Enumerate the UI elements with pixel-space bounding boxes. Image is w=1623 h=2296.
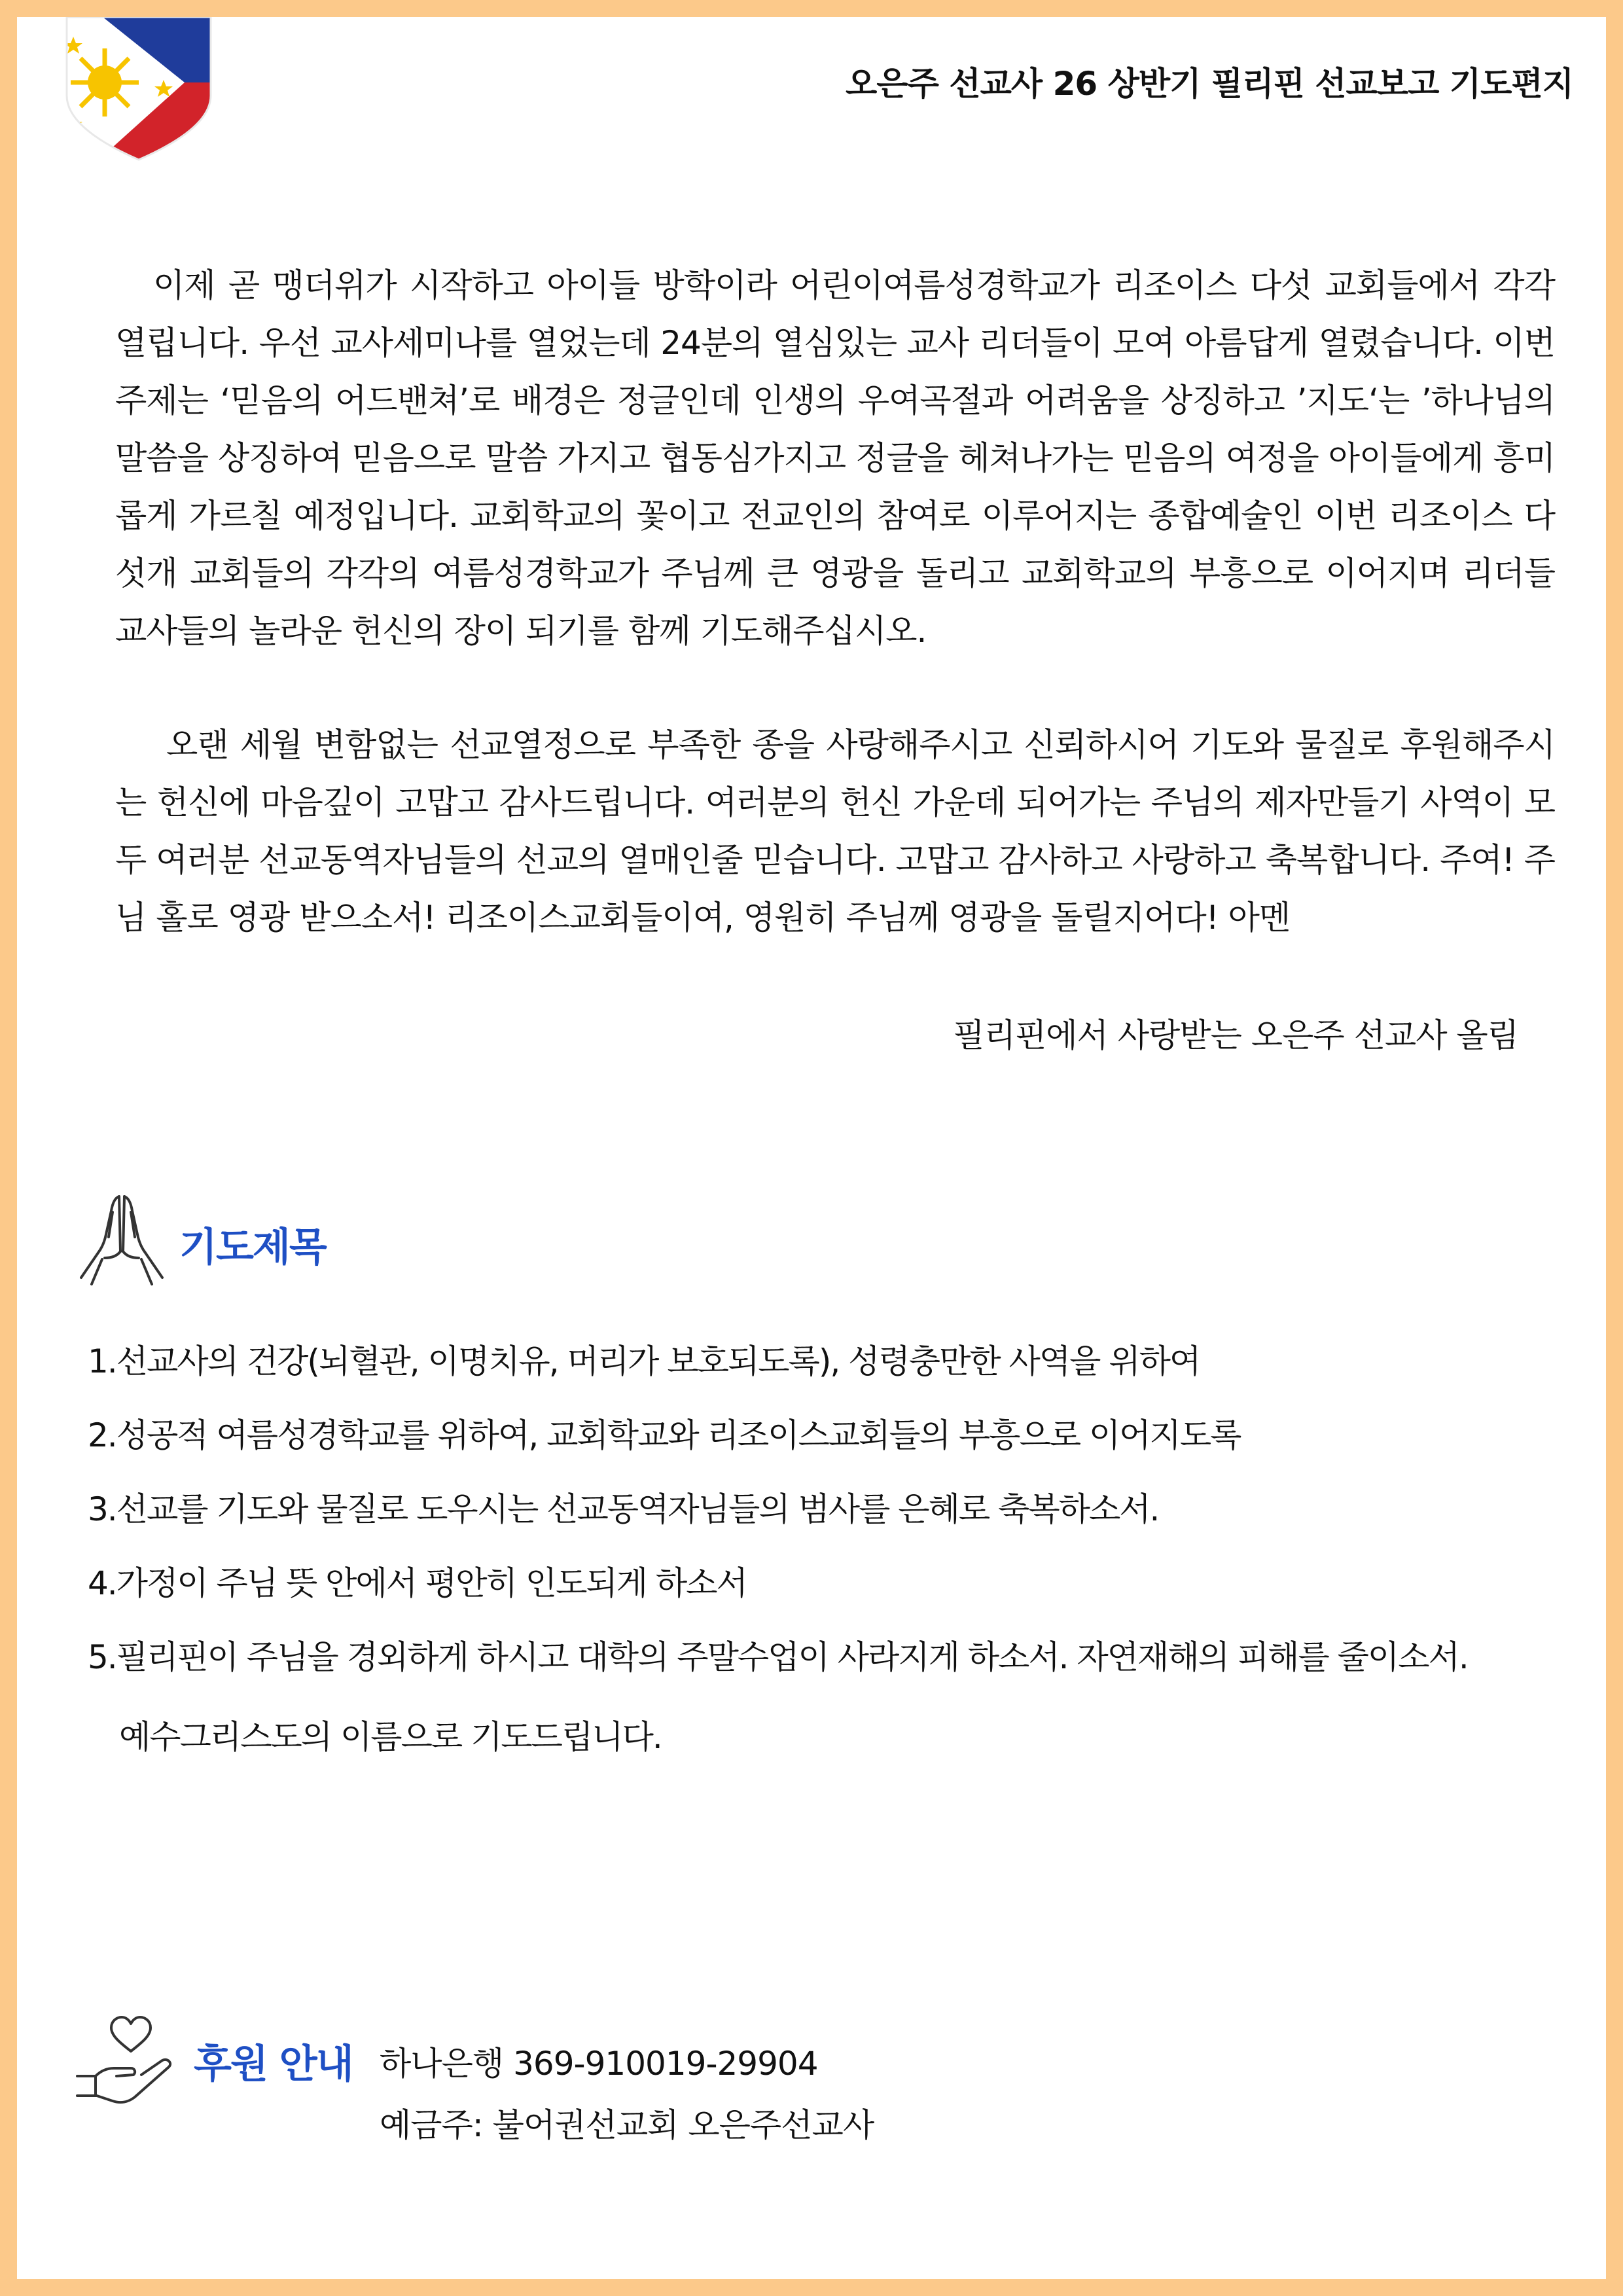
support-section bbox=[73, 2007, 990, 2144]
prayer-item: 1.선교사의 건강(뇌혈관, 이명치유, 머리가 보호되도록), 성령충만한 사역을 위하여 bbox=[88, 1342, 1200, 1380]
page-title: 오은주 선교사 26 상반기 필리핀 선교보고 기도편지 bbox=[845, 65, 1573, 103]
prayer-item: 5.필리핀이 주님을 경외하게 하시고 대학의 주말수업이 사라지게 하소서. 자연재해의 피해를 줄이소서. bbox=[88, 1638, 1468, 1676]
letter-paragraph-2: 오랜 세월 변함없는 선교열정으로 부족한 종을 사랑해주시고 신뢰하시어 기도와 물질로 후원해주시는 헌신에 마음깊이 고맙고 감사드립니다. 여러분의 헌신 가운데 되어가는 주님의 제자만들기 사역이 모두 여러분 선교동역자님들의 선교의 열매인줄 믿습니다. 고맙고 감사하고 사랑하고 축복합니다. 주여! 주님 홀로 영광 받으소서! 리조이스교회들이여, 영원히 주님께 영광을 돌릴지어다! 아멘 bbox=[115, 726, 1555, 937]
prayer-closing: 예수그리스도의 이름으로 기도드립니다. bbox=[119, 1718, 662, 1756]
praying-hands-icon bbox=[76, 1189, 168, 1293]
bank-account-line: 하나은행 369-910019-29904 bbox=[380, 2045, 818, 2083]
prayer-item: 4.가정이 주님 뜻 안에서 평안히 인도되게 하소서 bbox=[88, 1564, 747, 1602]
letter-signature: 필리핀에서 사랑받는 오은주 선교사 올림 bbox=[953, 1016, 1518, 1054]
support-info bbox=[380, 2033, 874, 2156]
philippines-flag-icon bbox=[54, 17, 224, 161]
letter-paragraph-1: 이제 곧 맹더위가 시작하고 아이들 방학이라 어린이여름성경학교가 리조이스 다섯 교회들에서 각각 열립니다. 우선 교사세미나를 열었는데 24분의 열심있는 교사 리더들이 모여 아름답게 열렸습니다. 이번 주제는 ‘믿음의 어드밴쳐’로 배경은 정글인데 인생의 우여곡절과 어려움을 상징하고 ’지도‘는 ’하나님의 말씀을 상징하여 믿음으로 말씀 가지고 협동심가지고 정글을 헤쳐나가는 믿음의 여정을 아이들에게 흥미롭게 가르칠 예정입니다. 교회학교의 꽃이고 전교인의 참여로 이루어지는 종합예술인 이번 리조이스 다섯개 교회들의 각각의 여름성경학교가 주님께 큰 영광을 돌리고 교회학교의 부흥으로 이어지며 리더들 교사들의 놀라운 헌신의 장이 되기를 함께 기도해주십시오. bbox=[115, 266, 1555, 650]
prayer-item: 2.성공적 여름성경학교를 위하여, 교회학교와 리조이스교회들의 부흥으로 이어지도록 bbox=[88, 1416, 1241, 1454]
prayer-list bbox=[88, 1325, 1593, 1695]
account-holder-line: 예금주: 불어권선교회 오은주선교사 bbox=[380, 2106, 874, 2144]
support-section-title: 후원 안내 bbox=[194, 2041, 353, 2087]
prayer-item: 3.선교를 기도와 물질로 도우시는 선교동역자님들의 범사를 은혜로 축복하소서. bbox=[88, 1490, 1159, 1528]
prayer-section-title: 기도제목 bbox=[179, 1225, 326, 1270]
prayer-section-header bbox=[76, 1189, 469, 1293]
heart-hand-icon bbox=[73, 2007, 178, 2105]
